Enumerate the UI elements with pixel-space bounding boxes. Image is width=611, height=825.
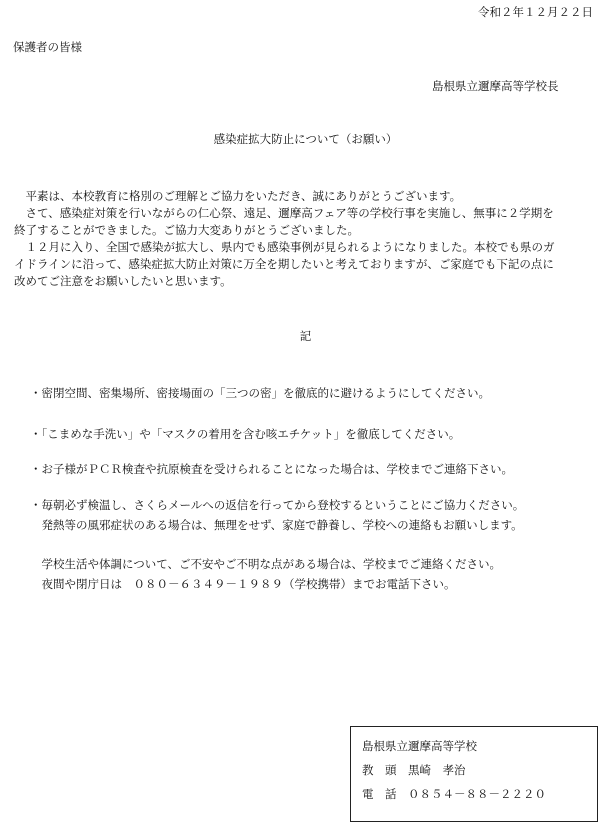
body-line: １２月に入り、全国で感染が拡大し、県内でも感染事例が見られるようになりました。本校でも県のガ	[14, 240, 555, 254]
body-line: 改めてご注意をお願いしたいと思います。	[14, 274, 232, 288]
list-item: ・お子様がＰＣＲ検査や抗原検査を受けられることになった場合は、学校までご連絡下さい。	[30, 462, 513, 476]
contact-box	[350, 726, 598, 822]
recipient: 保護者の皆様	[13, 40, 82, 54]
ki-heading: 記	[299, 329, 312, 343]
sender: 島根県立邇摩高等学校長	[432, 79, 559, 93]
body-line: イドラインに沿って、感染症拡大防止対策に万全を期したいと考えておりますが、ご家庭でも下記の点に	[14, 257, 554, 271]
body-line: さて、感染症対策を行いながらの仁心祭、遠足、邇摩高フェア等の学校行事を実施し、無事に２学期を	[14, 206, 554, 220]
list-item: ・「こまめな手洗い」や「マスクの着用を含む咳エチケット」を徹底してください。	[30, 427, 461, 441]
document-date: 令和２年１２月２２日	[478, 5, 593, 19]
contact-phone: 電 話 ０８５４－８８－２２２０	[362, 787, 546, 801]
list-item: ・毎朝必ず検温し、さくらメールへの返信を行ってから登校するということにご協力ください。	[30, 498, 525, 512]
list-item: ・密閉空間、密集場所、密接場面の「三つの密」を徹底的に避けるようにしてください。	[30, 386, 490, 400]
list-item: 学校生活や体調について、ご不安やご不明な点がある場合は、学校までご連絡ください。	[30, 557, 502, 571]
body-text	[14, 188, 601, 290]
document-title: 感染症拡大防止について（お願い）	[213, 132, 398, 146]
list-item: 発熱等の風邪症状のある場合は、無理をせず、家庭で静養し、学校への連絡もお願いします。	[30, 518, 523, 532]
body-line: 平素は、本校教育に格別のご理解とご協力をいただき、誠にありがとうございます。	[14, 189, 462, 203]
list-item: 夜間や閉庁日は ０８０－６３４９－１９８９（学校携帯）までお電話下さい。	[30, 577, 456, 591]
body-line: 終了することができました。ご協力大変ありがとうございました。	[14, 223, 359, 237]
contact-school: 島根県立邇摩高等学校	[362, 739, 477, 753]
contact-person: 教 頭 黒崎 孝治	[362, 763, 466, 777]
